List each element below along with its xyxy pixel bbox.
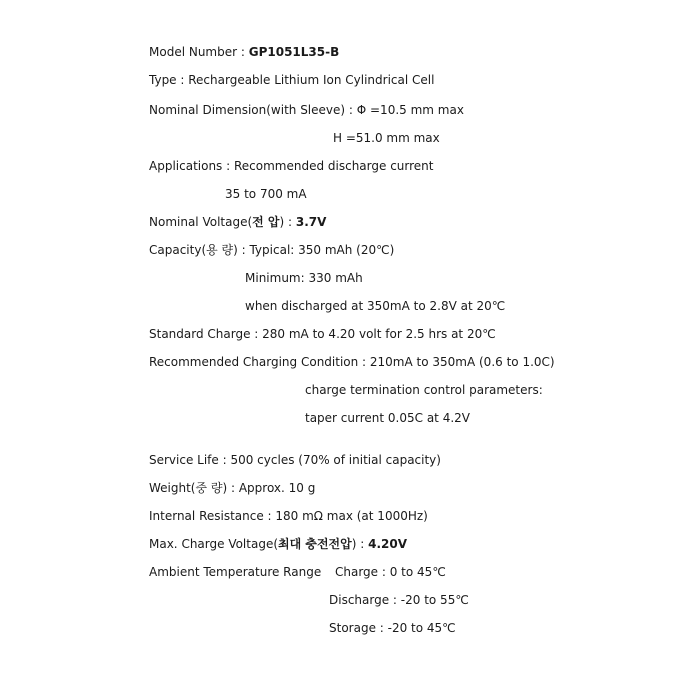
model-number-line bbox=[149, 44, 339, 60]
applications-line: Applications : Recommended discharge current bbox=[149, 159, 434, 173]
max-charge-voltage-value: 4.20V bbox=[368, 537, 408, 551]
max-charge-voltage-label-end: ) : bbox=[351, 537, 369, 551]
charging-condition-line: Recommended Charging Condition : 210mA to 350mA (0.6 to 1.0C) bbox=[149, 355, 555, 369]
max-charge-voltage-line bbox=[149, 536, 407, 552]
model-number-value: GP1051L35-B bbox=[248, 45, 340, 59]
ambient-temperature-label: Ambient Temperature Range bbox=[149, 565, 322, 579]
nominal-voltage-label: Nominal Voltage( bbox=[149, 215, 253, 229]
model-number-label: Model Number : bbox=[149, 45, 249, 59]
weight-line: Weight(중 량) : Approx. 10 g bbox=[149, 481, 316, 495]
capacity-line: Capacity(용 량) : Typical: 350 mAh (20℃) bbox=[149, 243, 395, 257]
ambient-temperature-discharge: Discharge : -20 to 55℃ bbox=[329, 593, 469, 607]
applications-range-line: 35 to 700 mA bbox=[225, 187, 307, 201]
ambient-temperature-charge: Charge : 0 to 45℃ bbox=[335, 565, 446, 579]
dimension-line: Nominal Dimension(with Sleeve) : Φ =10.5 mm max bbox=[149, 103, 464, 117]
nominal-voltage-label-korean: 전 압 bbox=[252, 215, 280, 229]
nominal-voltage-line bbox=[149, 214, 326, 230]
capacity-minimum-line: Minimum: 330 mAh bbox=[245, 271, 363, 285]
type-line: Type : Rechargeable Lithium Ion Cylindrical Cell bbox=[149, 73, 435, 87]
nominal-voltage-label-end: ) : bbox=[279, 215, 296, 229]
ambient-temperature-storage: Storage : -20 to 45℃ bbox=[329, 621, 456, 635]
charging-params-line: charge termination control parameters: bbox=[305, 383, 543, 397]
nominal-voltage-value: 3.7V bbox=[295, 215, 327, 229]
service-life-line: Service Life : 500 cycles (70% of initial capacity) bbox=[149, 453, 441, 467]
max-charge-voltage-label-korean: 최대 충전전압 bbox=[278, 537, 352, 551]
capacity-condition-line: when discharged at 350mA to 2.8V at 20℃ bbox=[245, 299, 506, 313]
dimension-height-line: H =51.0 mm max bbox=[333, 131, 440, 145]
charging-taper-line: taper current 0.05C at 4.2V bbox=[305, 411, 470, 425]
max-charge-voltage-label: Max. Charge Voltage( bbox=[149, 537, 279, 551]
standard-charge-line: Standard Charge : 280 mA to 4.20 volt for 2.5 hrs at 20℃ bbox=[149, 327, 496, 341]
internal-resistance-line: Internal Resistance : 180 mΩ max (at 1000Hz) bbox=[149, 509, 428, 523]
